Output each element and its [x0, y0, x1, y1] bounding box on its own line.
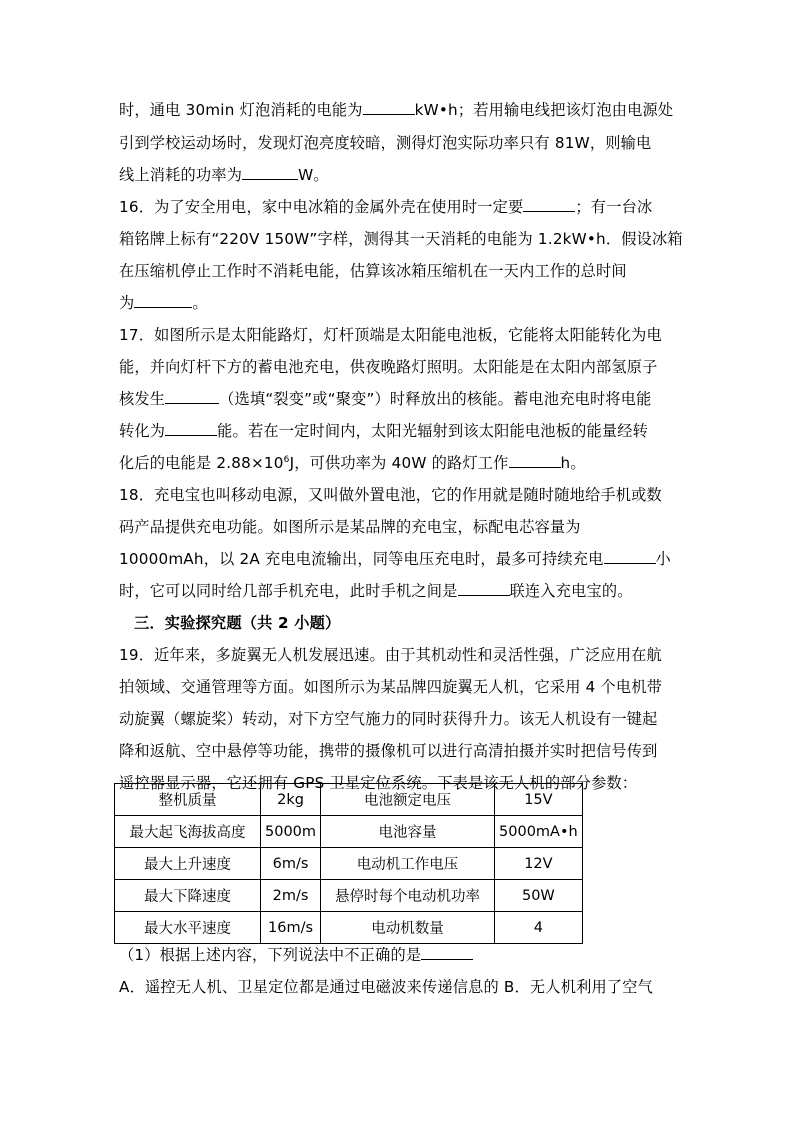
table-cell: 2m/s — [261, 880, 321, 912]
table-cell: 电动机工作电压 — [321, 848, 495, 880]
answer-blank — [363, 100, 415, 115]
table-row — [115, 912, 583, 944]
text-line: 时，它可以同时给几部手机充电，此时手机之间是 联连入充电宝的。 — [119, 582, 633, 600]
table-cell: 5000mA•h — [495, 816, 583, 848]
table-row — [115, 880, 583, 912]
text-line: 线上消耗的功率为 W。 — [119, 166, 329, 184]
table-cell: 最大下降速度 — [115, 880, 261, 912]
table-cell: 电池容量 — [321, 816, 495, 848]
text-line: 遥控器显示器，它还拥有 GPS 卫星定位系统。下表是该无人机的部分参数： — [119, 774, 638, 792]
text-line: 时，通电 30min 灯泡消耗的电能为 kW•h；若用输电线把该灯泡由电源处 — [119, 101, 674, 119]
text-line: 17．如图所示是太阳能路灯，灯杆顶端是太阳能电池板，它能将太阳能转化为电 — [119, 326, 662, 344]
table-cell: 整机质量 — [115, 784, 261, 816]
answer-blank — [134, 293, 192, 308]
table-row — [115, 848, 583, 880]
table-cell: 最大水平速度 — [115, 912, 261, 944]
table-cell: 6m/s — [261, 848, 321, 880]
table-row — [115, 784, 583, 816]
table-row — [115, 816, 583, 848]
table-cell: 12V — [495, 848, 583, 880]
answer-blank — [458, 581, 510, 596]
text-line: （1）根据上述内容，下列说法中不正确的是 — [119, 945, 473, 965]
table-cell: 2kg — [261, 784, 321, 816]
text-line: 为 。 — [119, 294, 208, 312]
text-line: 在压缩机停止工作时不消耗电能，估算该冰箱压缩机在一天内工作的总时间 — [119, 262, 627, 280]
answer-blank — [604, 549, 656, 564]
text-line: 16．为了安全用电，家中电冰箱的金属外壳在使用时一定要 ；有一台冰 — [119, 198, 653, 216]
table-cell: 15V — [495, 784, 583, 816]
text-line: 19．近年来，多旋翼无人机发展迅速。由于其机动性和灵活性强，广泛应用在航 — [119, 646, 662, 664]
section-heading: 三．实验探究题（共 2 小题） — [134, 614, 341, 632]
text-line: 转化为 能。若在一定时间内，太阳光辐射到该太阳能电池板的能量经转 — [119, 422, 649, 440]
text-line: 降和返航、空中悬停等功能，携带的摄像机可以进行高清拍摄并实时把信号传到 — [119, 742, 658, 760]
text-line: A．遥控无人机、卫星定位都是通过电磁波来传递信息的 B．无人机利用了空气 — [119, 978, 654, 996]
text-line: 化后的电能是 $2.88\times 10^6J$，可供功率为 40W 的路灯工作 h。 — [119, 454, 586, 472]
table-cell: 最大上升速度 — [115, 848, 261, 880]
text-line: 核发生 （选填“裂变”或“聚变”）时释放出的核能。蓄电池充电时将电能 — [119, 390, 652, 408]
exponent: 6 — [283, 454, 290, 465]
answer-blank — [509, 453, 561, 468]
table-cell: 电动机数量 — [321, 912, 495, 944]
text-line: 引到学校运动场时，发现灯泡亮度较暗，测得灯泡实际功率只有 81W，则输电 — [119, 134, 652, 152]
text-line: 10000mAh，以 2A 充电电流输出，同等电压充电时，最多可持续充电 小 — [119, 550, 671, 568]
text-line: 拍领域、交通管理等方面。如图所示为某品牌四旋翼无人机，它采用 4 个电机带 — [119, 678, 663, 696]
text-line: 动旋翼（螺旋桨）转动，对下方空气施力的同时获得升力。该无人机设有一键起 — [119, 710, 658, 728]
table-cell: 电池额定电压 — [321, 784, 495, 816]
answer-blank — [165, 389, 219, 404]
text-line: 码产品提供充电功能。如图所示是某品牌的充电宝，标配电芯容量为 — [119, 518, 581, 536]
text-line: 18．充电宝也叫移动电源，又叫做外置电池，它的作用就是随时随地给手机或数 — [119, 486, 662, 504]
table-cell: 50W — [495, 880, 583, 912]
answer-blank — [242, 165, 298, 180]
answer-blank — [523, 197, 575, 212]
answer-blank — [421, 945, 473, 960]
table-cell: 16m/s — [261, 912, 321, 944]
parameter-table — [114, 783, 583, 944]
table-cell: 悬停时每个电动机功率 — [321, 880, 495, 912]
answer-blank — [165, 421, 217, 436]
text-line: 能，并向灯杆下方的蓄电池充电，供夜晚路灯照明。太阳能是在太阳内部氢原子 — [119, 358, 658, 376]
table-cell: 5000m — [261, 816, 321, 848]
table-cell: 4 — [495, 912, 583, 944]
text-line: 箱铭牌上标有“220V 150W”字样，测得其一天消耗的电能为 1.2kW•h．假设冰箱 — [119, 230, 683, 248]
table-cell: 最大起飞海拔高度 — [115, 816, 261, 848]
